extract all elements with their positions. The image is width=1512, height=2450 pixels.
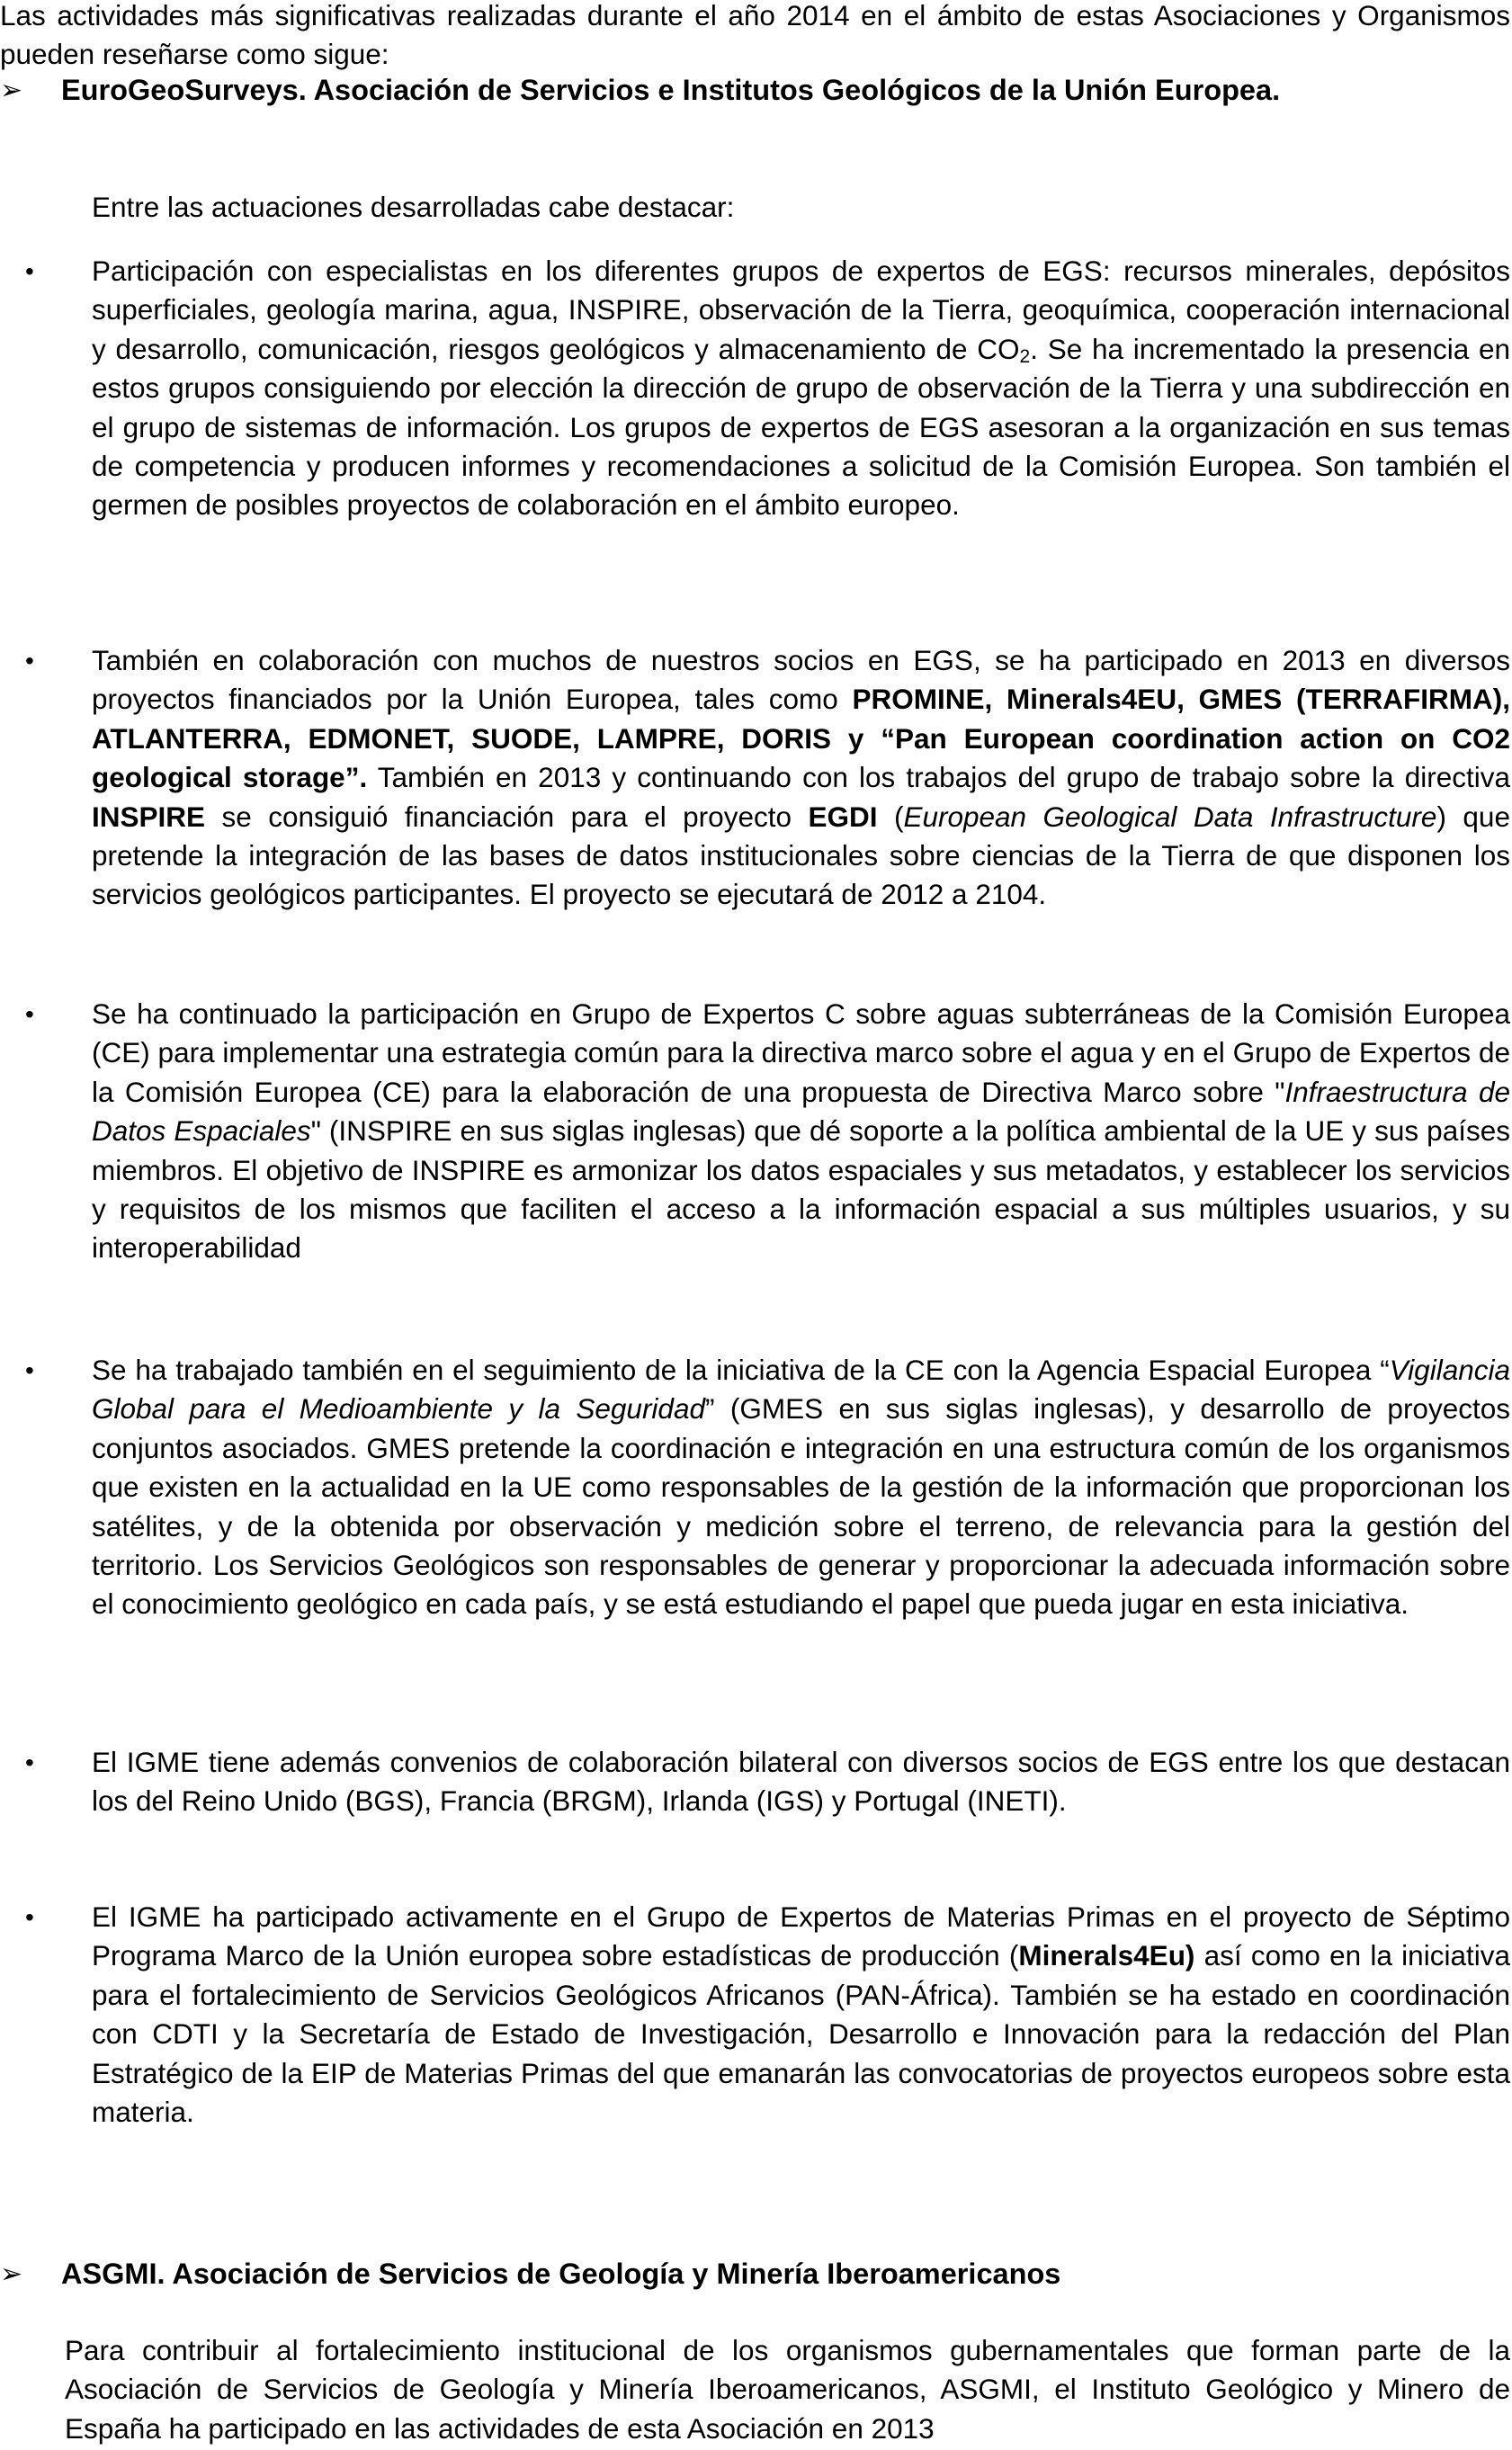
egs-list-item-5	[0, 1743, 1510, 1821]
italic-text-run: European Geological Data Infrastructure	[903, 800, 1437, 833]
bold-text-run: INSPIRE	[92, 800, 206, 833]
section-heading-egs-text: EuroGeoSurveys. Asociación de Servicios e Institutos Geológicos de la Unión Europea.	[61, 74, 1281, 106]
bullet-dot-icon: •	[25, 1356, 34, 1384]
bullet-dot-icon: •	[25, 1748, 34, 1776]
arrow-bullet-icon: ➢	[0, 2259, 23, 2289]
bold-text-run: EGDI	[808, 800, 878, 833]
text-run: (	[877, 800, 904, 833]
egs-item-text	[92, 252, 1510, 525]
egs-list-item-3	[0, 995, 1510, 1268]
egs-list-item-1	[0, 252, 1510, 525]
egs-list-item-6	[0, 1898, 1510, 2132]
bullet-dot-icon: •	[25, 257, 34, 285]
arrow-bullet-icon: ➢	[0, 76, 23, 105]
bold-text-run: PROMINE, Minerals4EU, GMES (TERRAFIRMA), ATLANTERRA, EDMONET, SUODE, LAMPRE, DORIS y “Pan European coordination action on CO2 geological storage”.	[92, 683, 1510, 794]
asgmi-paragraph: Para contribuir al fortalecimiento institucional de los organismos gubernamentales que forman parte de la Asociación de Servicios de Geología y Minería Iberoamericanos, ASGMI, el Instituto Geológico y Minero de España ha participado en las actividades de esta Asociación en 2013	[65, 2334, 1510, 2445]
egs-item-text	[92, 1743, 1510, 1821]
egs-item-text	[92, 995, 1510, 1268]
text-run: Se ha trabajado también en el seguimiento de la iniciativa de la CE con la Agencia Espacial Europea “	[92, 1354, 1390, 1386]
italic-text-run: Infraestructura de Datos Espaciales	[92, 1075, 1510, 1148]
italic-text-run: Vigilancia Global para el Medioambiente y la Seguridad	[92, 1354, 1510, 1426]
egs-item-text	[92, 1351, 1510, 1624]
egs-subheading: Entre las actuaciones desarrolladas cabe destacar:	[92, 191, 735, 223]
text-run: ) que pretende la integración de las bases de datos institucionales sobre ciencias de la Tierra de que disponen los servicios geológicos participantes. El proyecto se ejecutará de 2012 a 2104.	[92, 800, 1510, 911]
text-run: . Se ha incrementado la presencia en estos grupos consiguiendo por elección la dirección de grupo de observación de la Tierra y una subdirección en el grupo de sistemas de información. Los grupos de expertos de EGS asesoran a la organización en sus temas de competencia y producen informes y recomendaciones a solicitud de la Comisión Europea. Son también el germen de posibles proyectos de colaboración en el ámbito europeo.	[92, 332, 1511, 522]
bullet-dot-icon: •	[25, 1000, 34, 1028]
intro-paragraph: Las actividades más significativas realizadas durante el año 2014 en el ámbito de estas Asociaciones y Organismos pueden reseñarse como sigue:	[0, 0, 1510, 71]
text-run: El IGME ha participado activamente en el Grupo de Expertos de Materias Primas en el proyecto de Séptimo Programa Marco de la Unión europea sobre estadísticas de producción (	[92, 1900, 1510, 1972]
subscript-text-run: 2	[1019, 345, 1031, 367]
text-run: El IGME tiene además convenios de colaboración bilateral con diversos socios de EGS entre los que destacan los del Reino Unido (BGS), Francia (BRGM), Irlanda (IGS) y Portugal (INETI).	[92, 1746, 1510, 1818]
section-heading-asgmi-text: ASGMI. Asociación de Servicios de Geología y Minería Iberoamericanos	[61, 2258, 1061, 2290]
text-run: Participación con especialistas en los diferentes grupos de expertos de EGS: recursos minerales, depósitos superficiales, geología marina, agua, INSPIRE, observación de la Tierra, geoquímica, cooperación internacional y desarrollo, comunicación, riesgos geológicos y almacenamiento de CO	[92, 255, 1510, 365]
egs-item-text	[92, 641, 1510, 915]
text-run: " (INSPIRE en sus siglas inglesas) que dé soporte a la política ambiental de la UE y sus países miembros. El objetivo de INSPIRE es armonizar los datos espaciales y sus metadatos, y establecer los servicios y requisitos de los mismos que faciliten el acceso a la información espacial a sus múltiples usuarios, y su interoperabilidad	[92, 1114, 1510, 1265]
text-run: Se ha continuado la participación en Grupo de Expertos C sobre aguas subterráneas de la Comisión Europea (CE) para implementar una estrategia común para la directiva marco sobre el agua y en el Grupo de Expertos de la Comisión Europea (CE) para la elaboración de una propuesta de Directiva Marco sobre "	[92, 997, 1510, 1108]
egs-item-text	[92, 1898, 1510, 2132]
text-run: ” (GMES en sus siglas inglesas), y desarrollo de proyectos conjuntos asociados. GMES pretende la coordinación e integración en una estructura común de los organismos que existen en la actualidad en la UE como responsables de la gestión de la información que proporcionan los satélites, y de la obtenida por observación y medición sobre el terreno, de relevancia para la gestión del territorio. Los Servicios Geológicos son responsables de generar y proporcionar la adecuada información sobre el conocimiento geológico en cada país, y se está estudiando el papel que pueda jugar en esta iniciativa.	[92, 1392, 1510, 1621]
bold-text-run: Minerals4Eu)	[1018, 1939, 1195, 1972]
text-run: así como en la iniciativa para el fortalecimiento de Servicios Geológicos Africanos (PAN-África). También se ha estado en coordinación con CDTI y la Secretaría de Estado de Investigación, Desarrollo e Innovación para la redacción del Plan Estratégico de la EIP de Materias Primas del que emanarán las convocatorias de proyectos europeos sobre esta materia.	[92, 1939, 1510, 2129]
bullet-dot-icon: •	[25, 1903, 34, 1931]
bullet-dot-icon: •	[25, 647, 34, 675]
text-run: También en 2013 y continuando con los trabajos del grupo de trabajo sobre la directiva	[367, 761, 1510, 794]
egs-list-item-4	[0, 1351, 1510, 1624]
text-run: También en colaboración con muchos de nuestros socios en EGS, se ha participado en 2013 en diversos proyectos financiados por la Unión Europea, tales como	[92, 644, 1510, 716]
egs-list-item-2	[0, 641, 1510, 915]
text-run: se consiguió financiación para el proyecto	[205, 800, 809, 833]
